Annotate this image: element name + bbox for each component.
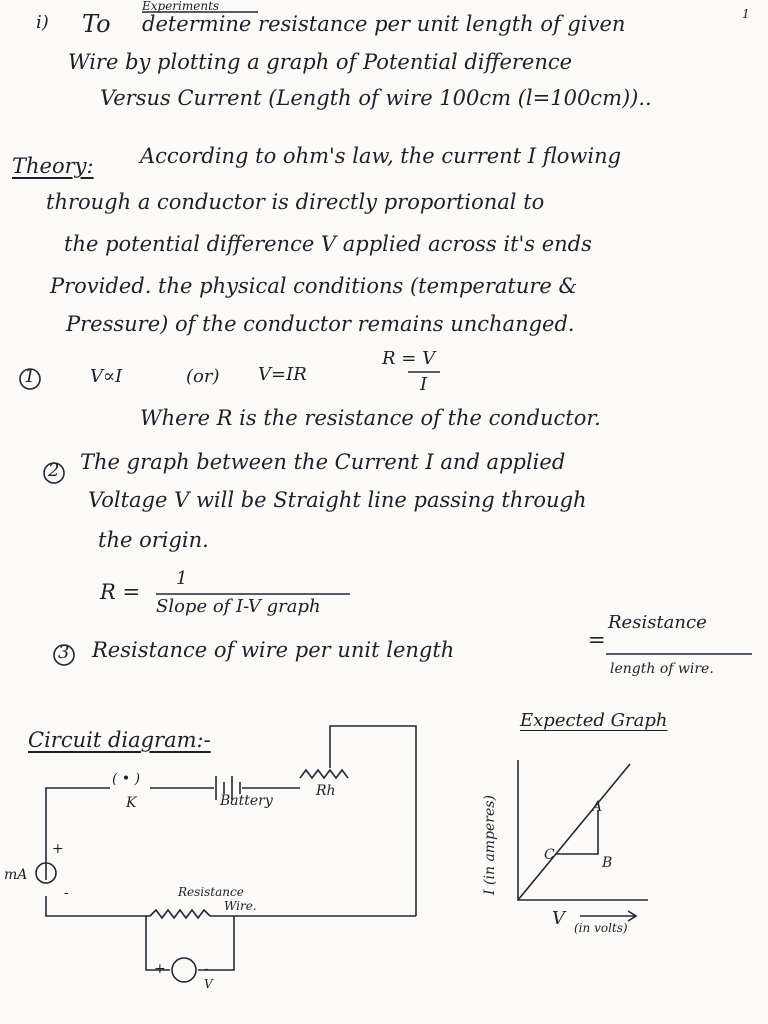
ammeter-minus: - [64,885,69,901]
point1-proportion: V∝I [90,366,123,387]
point1-r-denominator: I [420,374,428,395]
graph-x-axis-var: V [552,908,565,929]
ammeter-plus: + [52,841,64,857]
rheostat-zigzag [300,770,348,778]
theory-line5: Pressure) of the conductor remains unchanged. [66,312,575,336]
theory-line3: the potential difference V applied across it's ends [64,232,592,256]
point1-or: (or) [186,366,220,387]
voltmeter-circle [172,958,196,982]
point2-number: 2 [48,460,60,481]
header-bullet: i) [36,12,49,33]
battery-label: Battery [220,793,273,809]
point1-number: 1 [24,366,36,387]
point3-frac-denominator: length of wire. [610,661,714,677]
rheostat-slider [330,726,416,916]
point1-r-numerator: R = V [382,348,436,369]
ammeter-label: mA [4,867,28,883]
key-symbol: ( • ) [112,771,141,787]
rheostat-label: Rh [316,783,336,799]
wire-label-top: Resistance [178,885,244,899]
point2-line3: the origin. [98,528,209,552]
voltmeter-minus: - [204,961,209,977]
graph-best-fit-line [518,764,630,900]
voltmeter-branch [146,916,170,970]
graph-point-a: A [592,799,603,815]
theory-line1: According to ohm's law, the current I flowing [140,144,622,168]
point3-text: Resistance of wire per unit length [92,638,455,662]
graph-point-c: C [544,847,555,863]
caret-insert: Experiments [142,0,220,13]
voltmeter-label: V [204,977,213,991]
point2-line2: Voltage V will be Straight line passing through [88,488,587,512]
theory-line4: Provided. the physical conditions (temperature & [50,274,578,298]
voltmeter-branch-right [198,916,234,970]
point3-equals: = [588,628,606,652]
header-line2: Wire by plotting a graph of Potential difference [68,50,573,74]
graph-x-axis-unit: (in volts) [574,921,628,935]
header-line1: determine resistance per unit length of given [142,12,626,36]
circuit-top-wire [46,788,110,880]
circuit-bottom-wire [46,896,150,916]
point1-ohm-eq: V=IR [258,364,307,385]
graph-y-axis-label: I (in amperes) [481,795,498,895]
circuit-title: Circuit diagram:- [28,728,211,752]
graph-title: Expected Graph [520,710,668,731]
graph-axes [518,760,648,900]
r-formula-lhs: R = [100,580,141,604]
page-number: 1 [742,7,750,21]
point3-circle [54,642,74,665]
theory-line2: through a conductor is directly proportional to [46,190,545,214]
point3-frac-numerator: Resistance [608,612,707,633]
point2-circle [44,460,64,483]
point1-circle [20,366,40,389]
r-formula-numerator: 1 [176,568,188,589]
graph-point-b: B [602,855,613,871]
theory-label: Theory: [12,154,94,178]
resistance-wire-zigzag [150,910,210,918]
header-lead: To [82,10,111,38]
r-formula-denominator: Slope of I-V graph [156,596,321,617]
voltmeter-plus: + [154,961,166,977]
header-line3: Versus Current (Length of wire 100cm (l=100cm)).. [100,86,652,110]
point2-line1: The graph between the Current I and applied [80,450,566,474]
wire-label-bottom: Wire. [224,899,257,913]
point3-number: 3 [58,642,70,663]
where-line: Where R is the resistance of the conductor. [140,406,601,430]
key-label: K [126,795,137,811]
